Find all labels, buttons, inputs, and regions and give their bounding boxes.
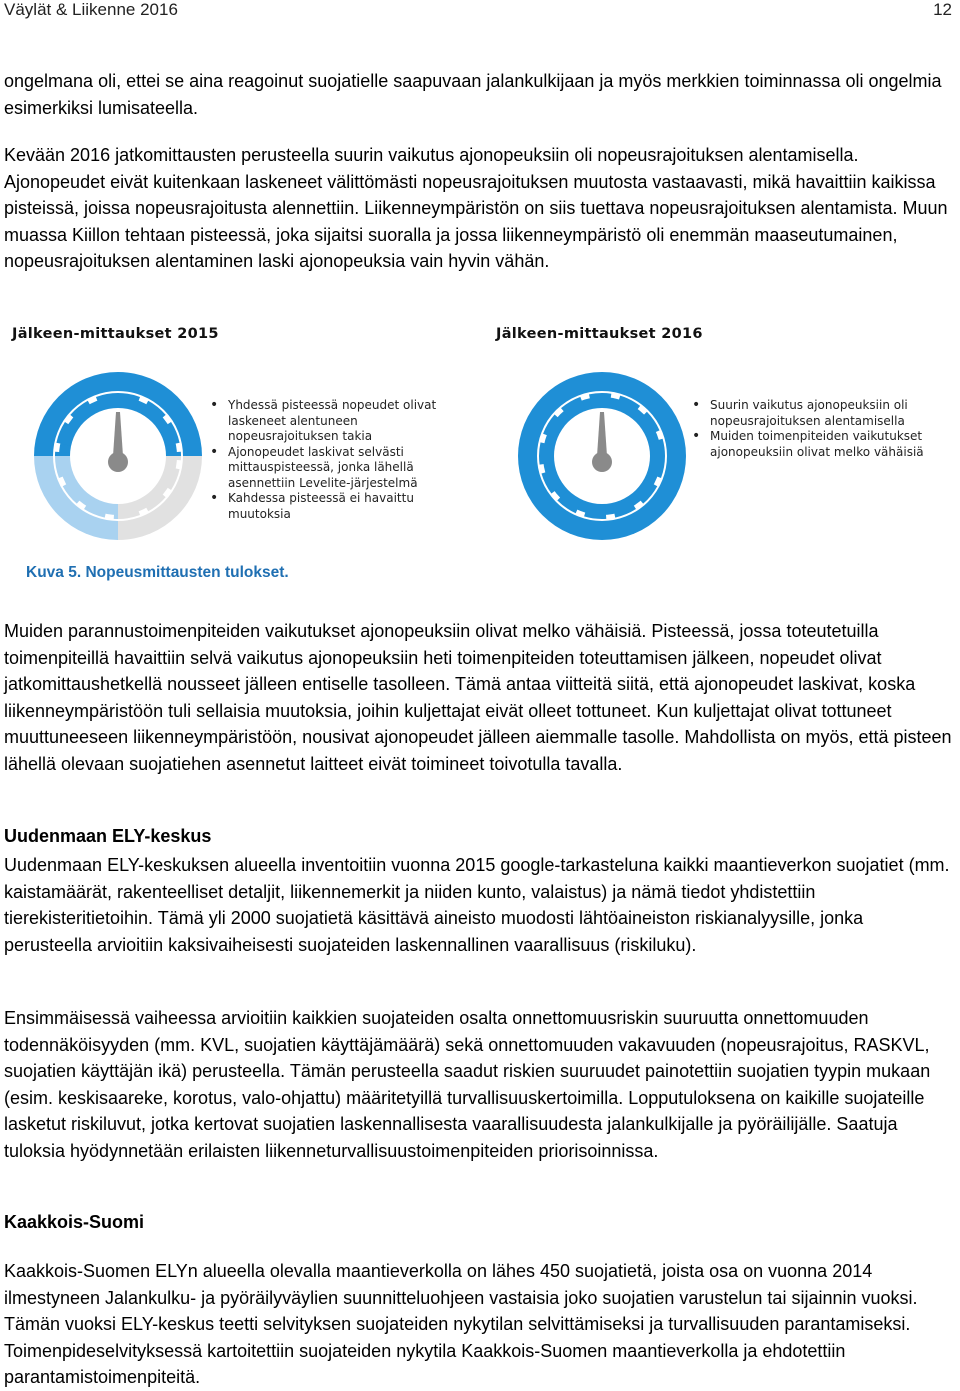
figure-right-bullets [688, 398, 948, 460]
page-number: 12 [933, 0, 952, 19]
figure-right-bullet: • Muiden toimenpiteiden vaikutukset ajonopeuksiin olivat melko vähäisiä [688, 429, 948, 460]
figure-left-title: Jälkeen-mittaukset 2015 [12, 326, 219, 342]
section-heading-kaakkois-suomi: Kaakkois-Suomi [4, 1212, 145, 1232]
paragraph-5: Ensimmäisessä vaiheessa arvioitiin kaikkien suojateiden osalta onnettomuusriskin suuruutta onnettomuuden todennäköisyyden (mm. KVL, suojatien käyttäjämäärä) sekä onnettomuuden vakavuuden (nopeusrajoitus, RASKVL, suojatien käyttäjän ikä) perusteella. Tämän perusteella saadut riskien suuruudet painotettiin suojatien tyypin mukaan (esim. keskisaareke, korotus, valo-ohjattu) määritetyillä turvallisuuskertoimilla. Lopputuloksena on kaikille suojateille lasketut riskiluvut, jotka kertovat suojatien laskennallisesta vaarallisuudesta jalankulkijalle ja pyöräilijälle. Saatuja tuloksia hyödynnetään erilaisten liikenneturvallisuustoimenpiteiden priorisoinnissa. [4, 1008, 931, 1161]
figure-left-bullet: • Ajonopeudet laskivat selvästi mittauspisteessä, jonka lähellä asennettiin Levelite-järjestelmä [206, 445, 446, 492]
section-heading-uudenmaa: Uudenmaan ELY-keskus [4, 826, 212, 846]
paragraph-1: ongelmana oli, ettei se aina reagoinut suojatielle saapuvaan jalankulkijaan ja myös merkkien toiminnassa oli ongelmia esimerkiksi lumisateella. [4, 71, 942, 118]
figure-right-bullet: • Suurin vaikutus ajonopeuksiin oli nopeusrajoituksen alentamisella [688, 398, 948, 429]
paragraph-4: Uudenmaan ELY-keskuksen alueella inventoitiin vuonna 2015 google-tarkasteluna kaikki maantieverkon suojatiet (mm. kaistamäärät, rakenteelliset detaljit, liikennemerkit ja niiden kunto, valaistus) ja nämä tiedot yhdistettiin tierekisteritietoihin. Tämä yli 2000 suojatietä käsittävä aineisto muodosti lähtöaineiston riskianalyysille, jonka perusteella arvioitiin kaksivaiheisesti suojateiden laskennallinen vaarallisuus (riskiluku). [4, 855, 950, 955]
figure-left-bullet: • Yhdessä pisteessä nopeudet olivat laskeneet alentuneen nopeusrajoituksen takia [206, 398, 446, 445]
figure-caption: Kuva 5. Nopeusmittausten tulokset. [26, 564, 289, 581]
figure-left-bullets [206, 398, 446, 522]
document-header-title: Väylät & Liikenne 2016 [4, 0, 178, 19]
figure-left-bullet: • Kahdessa pisteessä ei havaittu muutoksia [206, 491, 446, 522]
figure-right-title: Jälkeen-mittaukset 2016 [496, 326, 703, 342]
paragraph-3: Muiden parannustoimenpiteiden vaikutukset ajonopeuksiin olivat melko vähäisiä. Pisteessä, jossa toteutetuilla toimenpiteillä havaittiin selvä vaikutus ajonopeuksiin heti toimenpiteiden toteuttamisen jälkeen, nopeudet olivat jatkomittaushetkellä nousseet jälleen entiselle tasolleen. Tämä antaa viitteitä siitä, että ajonopeudet laskivat, koska liikenneympäristöön tuli sellaisia muutoksia, joihin kuljettajat eivät olleet tottuneet. Kun kuljettajat olivat tottuneet muuttuneeseen liikenneympäristöön, nousivat ajonopeudet jälleen aiemmalle tasolle. Mahdollista on myös, että pisteen lähellä olevaan suojatiehen asennetut laitteet eivät toimineet toivotulla tavalla. [4, 621, 952, 774]
paragraph-2: Kevään 2016 jatkomittausten perusteella suurin vaikutus ajonopeuksiin oli nopeusrajoituksen alentamisella. Ajonopeudet eivät kuitenkaan laskeneet välittömästi nopeusrajoituksen muutosta vastaavasti, mikä havaittiin kaikissa pisteissä, joissa nopeusrajoitusta alennettiin. Liikenneympäristön on siis tuettava nopeusrajoituksen alentamista. Muun muassa Kiillon tehtaan pisteessä, joka sijaitsi suoralla ja jossa liikenneympäristö oli enemmän maaseutumainen, nopeusrajoituksen alentaminen laski ajonopeuksia vain hyvin vähän. [4, 145, 948, 272]
gauge-2016 [518, 372, 686, 540]
gauge-hub [592, 452, 612, 472]
paragraph-6: Kaakkois-Suomen ELYn alueella olevalla maantieverkolla on lähes 450 suojatietä, joista osa on vuonna 2014 ilmestyneen Jalankulku- ja pyöräilyväylien suunnitteluohjeen vastaisia joko suojatien varustelun tai sijainnin vuoksi. Tämän vuoksi ELY-keskus teetti selvityksen suojateiden nykytilan selvittämiseksi ja turvallisuuden parantamiseksi. Toimenpideselvityksessä kartoitettiin suojateiden nykytila Kaakkois-Suomen maantieverkolla ja ehdotettiin parantamistoimenpiteitä. [4, 1261, 918, 1388]
gauge-2015 [34, 372, 202, 540]
gauge-hub [108, 452, 128, 472]
